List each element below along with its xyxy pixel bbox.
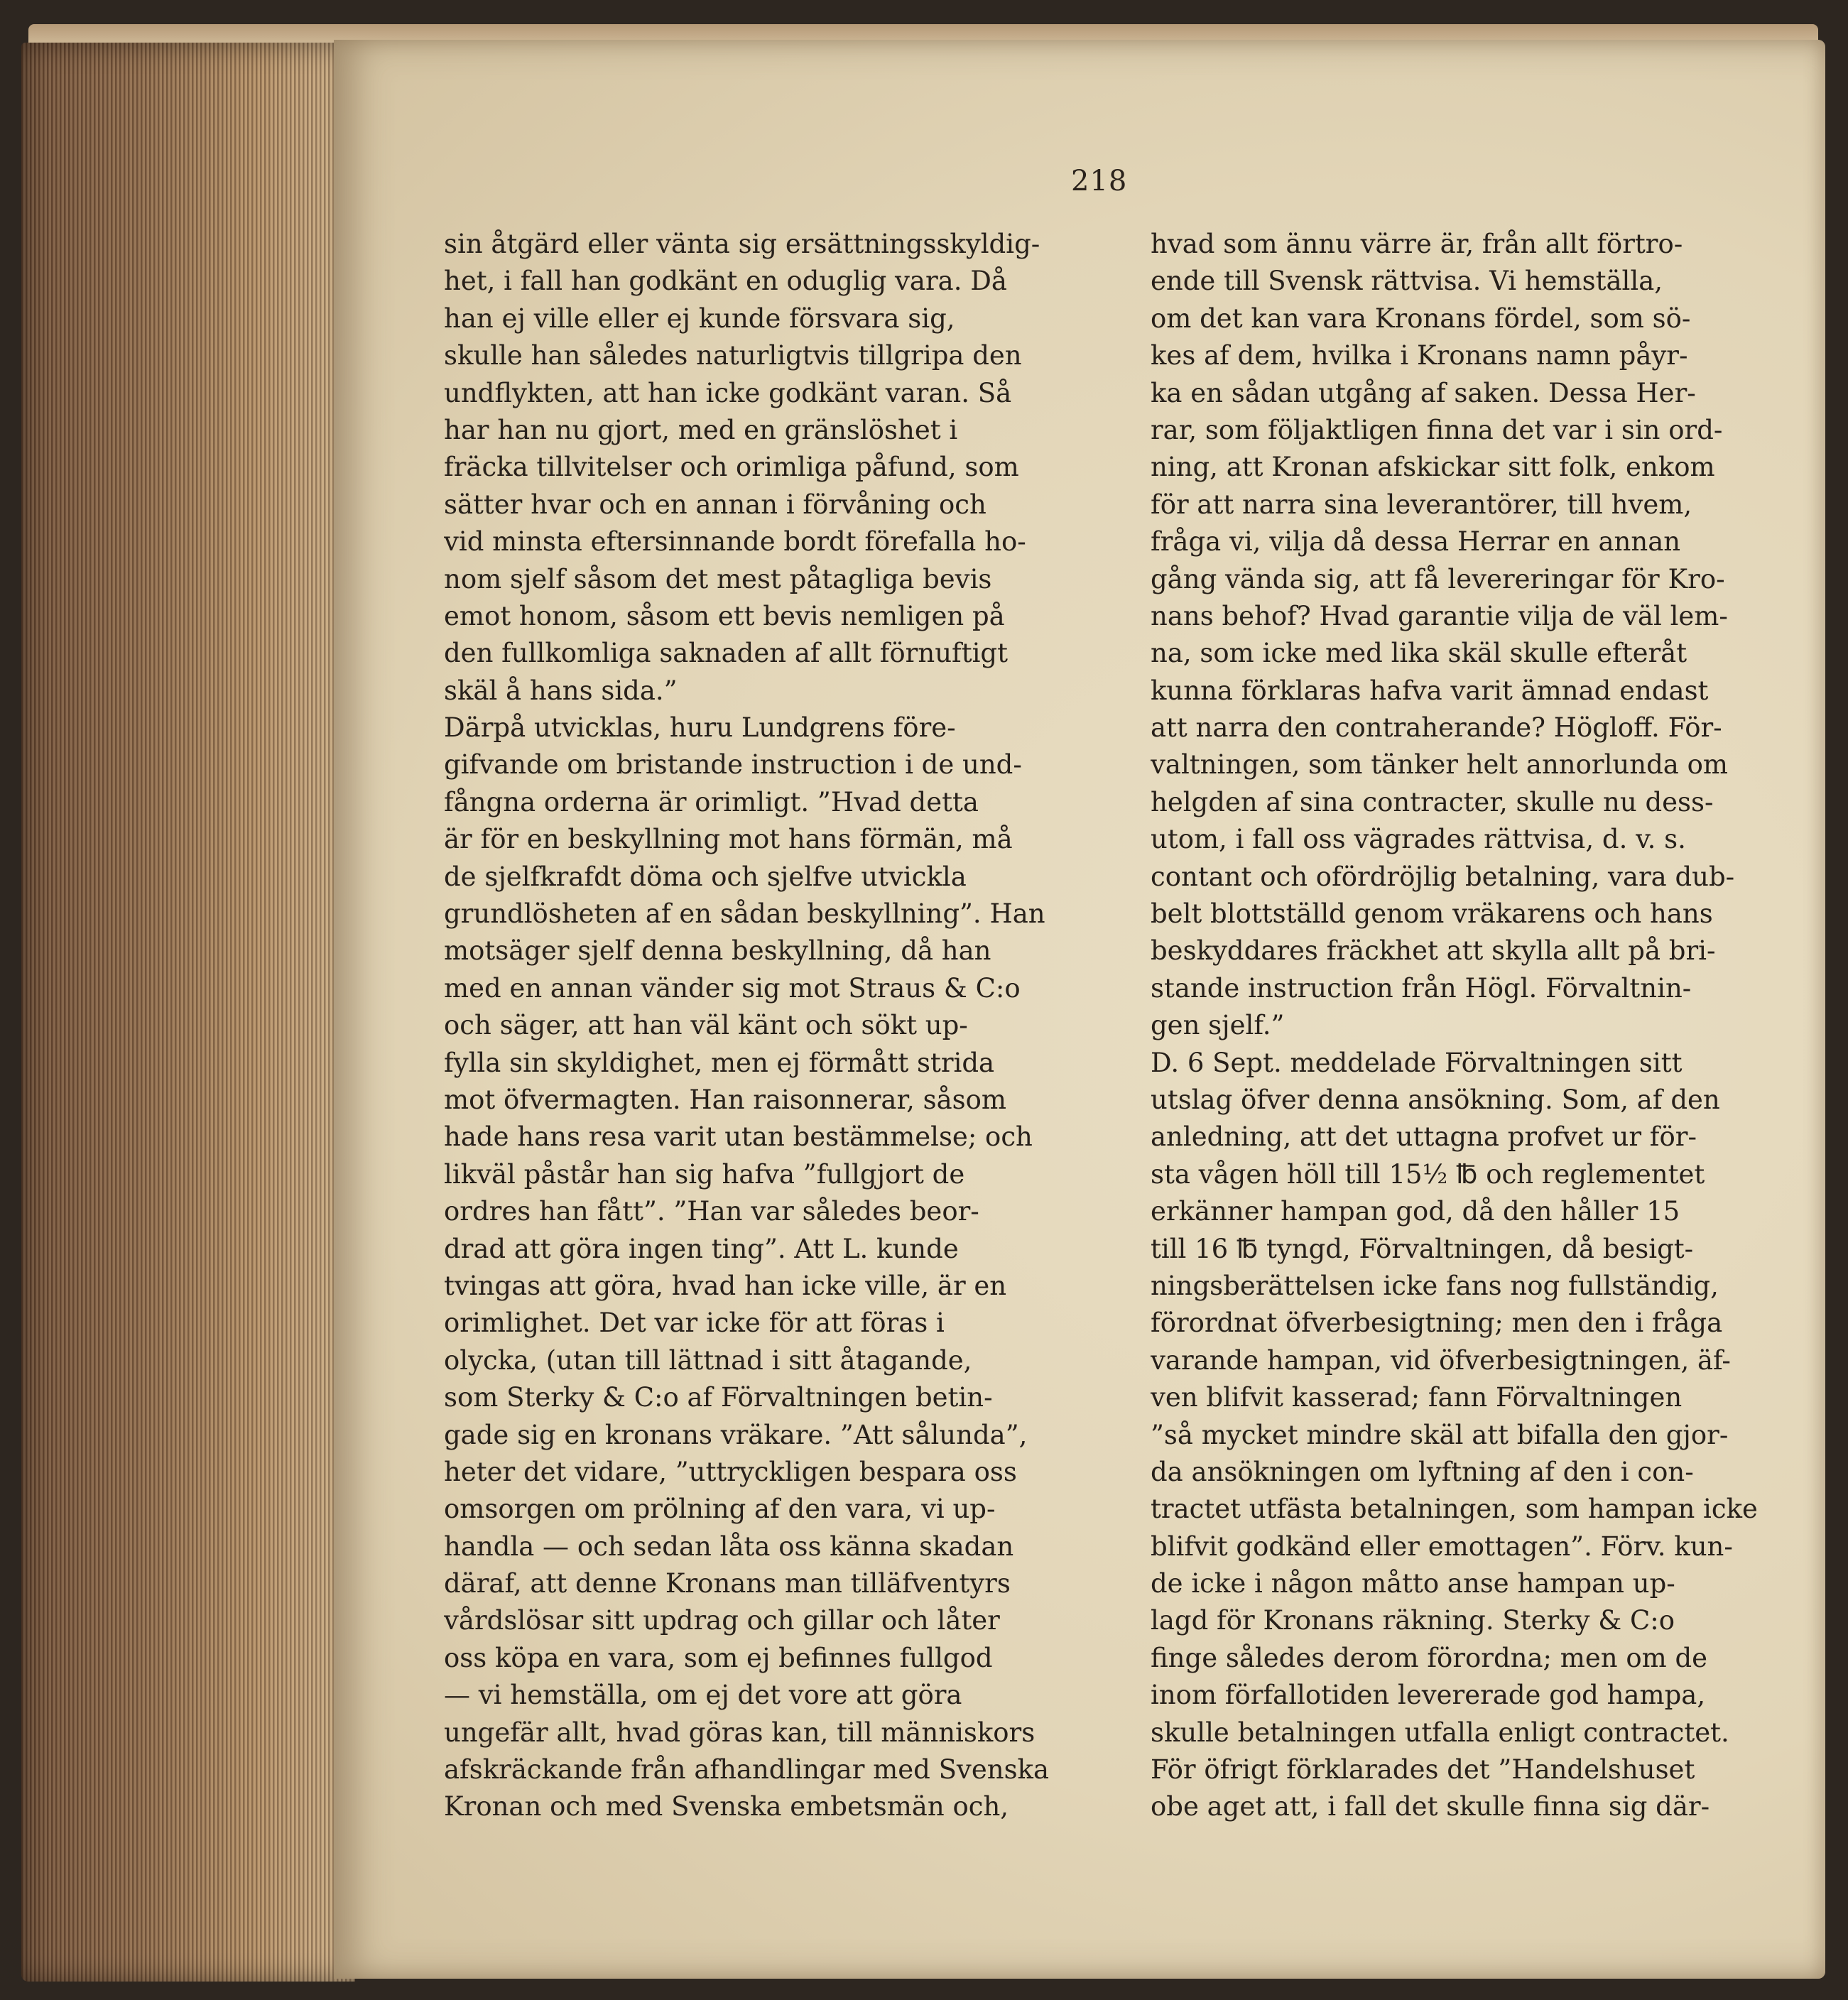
text-line: För öfrigt förklarades det ”Handelshuset: [1151, 1754, 1695, 1786]
text-line: däraf, att denne Kronans man tilläfventyrs: [444, 1568, 1011, 1599]
text-line: skulle han således naturligtvis tillgripa den: [444, 340, 1022, 371]
text-line: gen sjelf.”: [1151, 1010, 1285, 1041]
text-line: tvingas att göra, hvad han icke ville, är en: [444, 1270, 1007, 1301]
text-line: hade hans resa varit utan bestämmelse; och: [444, 1121, 1033, 1153]
text-line: drad att göra ingen ting”. Att L. kunde: [444, 1233, 959, 1264]
text-line: sätter hvar och en annan i förvåning och: [444, 489, 986, 520]
text-line: skäl å hans sida.”: [444, 675, 678, 706]
left-text-column: [444, 226, 1127, 1826]
text-line: nans behof? Hvad garantie vilja de väl lem-: [1151, 600, 1728, 631]
text-line: utslag öfver denna ansökning. Som, af den: [1151, 1084, 1720, 1115]
text-line: olycka, (utan till lättnad i sitt åtagande,: [444, 1344, 972, 1376]
text-line: omsorgen om prölning af den vara, vi up-: [444, 1494, 996, 1525]
text-line: obe aget att, i fall det skulle finna sig där-: [1151, 1791, 1710, 1822]
text-line: ning, att Kronan afskickar sitt folk, enkom: [1151, 452, 1715, 483]
text-line: vårdslösar sitt updrag och gillar och låter: [444, 1605, 1000, 1636]
book-page-edges: [21, 43, 355, 1982]
text-line: vid minsta eftersinnande bordt förefalla ho-: [444, 526, 1026, 558]
text-line: sin åtgärd eller vänta sig ersättningsskyldig-: [444, 229, 1040, 259]
text-line: — vi hemställa, om ej det vore att göra: [444, 1680, 962, 1711]
text-line: hvad som ännu värre är, från allt förtro-: [1151, 229, 1683, 259]
text-line: skulle betalningen utfalla enligt contractet.: [1151, 1717, 1729, 1748]
text-line: motsäger sjelf denna beskyllning, då han: [444, 935, 991, 967]
text-line: contant och ofördröjlig betalning, vara dub-: [1151, 861, 1735, 892]
text-line: om det kan vara Kronans fördel, som sö-: [1151, 303, 1691, 334]
text-line: erkänner hampan god, då den håller 15: [1151, 1196, 1680, 1227]
text-line: handla — och sedan låta oss känna skadan: [444, 1531, 1014, 1562]
text-line: sta vågen höll till 15½ ℔ och reglementet: [1151, 1158, 1705, 1190]
text-line: Kronan och med Svenska embetsmän och,: [444, 1791, 1009, 1822]
text-line: att narra den contraherande? Högloff. För-: [1151, 712, 1722, 744]
text-line: för att narra sina leverantörer, till hvem,: [1151, 489, 1692, 520]
text-line: nom sjelf såsom det mest påtagliga bevis: [444, 563, 992, 594]
text-line: ka en sådan utgång af saken. Dessa Her-: [1151, 377, 1696, 408]
text-line: har han nu gjort, med en gränslöshet i: [444, 414, 958, 445]
text-line: undflykten, att han icke godkänt varan. Så: [444, 377, 1012, 408]
text-line: de sjelfkrafdt döma och sjelfve utvickla: [444, 861, 967, 892]
text-line: är för en beskyllning mot hans förmän, må: [444, 824, 1013, 855]
text-line: till 16 ℔ tyngd, Förvaltningen, då besigt-: [1151, 1233, 1694, 1264]
text-line: gade sig en kronans vräkare. ”Att sålunda”,: [444, 1419, 1028, 1450]
text-line: likväl påstår han sig hafva ”fullgjort de: [444, 1158, 965, 1190]
text-line: inom förfallotiden levererade god hampa,: [1151, 1680, 1706, 1711]
text-line: blifvit godkänd eller emottagen”. Förv. kun-: [1151, 1531, 1733, 1562]
text-line: ende till Svensk rättvisa. Vi hemställa,: [1151, 266, 1663, 297]
text-line: beskyddares fräckhet att skylla allt på bri-: [1151, 935, 1716, 967]
text-line: den fullkomliga saknaden af allt förnuftigt: [444, 638, 1008, 669]
text-line: fylla sin skyldighet, men ej förmått strida: [444, 1047, 995, 1078]
text-line: heter det vidare, ”uttryckligen bespara oss: [444, 1456, 1017, 1487]
text-line: fångna orderna är orimligt. ”Hvad detta: [444, 786, 979, 817]
text-line: da ansökningen om lyftning af den i con-: [1151, 1456, 1694, 1487]
text-line: helgden af sina contracter, skulle nu dess-: [1151, 786, 1714, 817]
text-line: han ej ville eller ej kunde försvara sig,: [444, 303, 955, 334]
text-line: ningsberättelsen icke fans nog fullständig,: [1151, 1270, 1719, 1301]
text-line: rar, som följaktligen finna det var i sin ord-: [1151, 414, 1723, 445]
text-line: D. 6 Sept. meddelade Förvaltningen sitt: [1151, 1047, 1683, 1078]
text-line: med en annan vänder sig mot Straus & C:o: [444, 972, 1021, 1004]
text-line: som Sterky & C:o af Förvaltningen betin-: [444, 1382, 993, 1413]
text-line: emot honom, såsom ett bevis nemligen på: [444, 600, 1005, 631]
text-line: grundlösheten af en sådan beskyllning”. Han: [444, 898, 1045, 930]
text-line: och säger, att han väl känt och sökt up-: [444, 1010, 968, 1041]
text-line: ordres han fått”. ”Han var således beor-: [444, 1196, 979, 1227]
text-line: finge således derom förordna; men om de: [1151, 1642, 1708, 1673]
text-line: fråga vi, vilja då dessa Herrar en annan: [1151, 526, 1681, 558]
text-line: utom, i fall oss vägrades rättvisa, d. v. s.: [1151, 824, 1686, 855]
page-number: 218: [1071, 165, 1128, 197]
text-line: ”så mycket mindre skäl att bifalla den gjor-: [1151, 1419, 1729, 1450]
text-line: kes af dem, hvilka i Kronans namn påyr-: [1151, 340, 1688, 371]
text-line: anledning, att det uttagna profvet ur för-: [1151, 1121, 1697, 1153]
text-line: gång vända sig, att få levereringar för Kro-: [1151, 563, 1725, 594]
text-line: het, i fall han godkänt en oduglig vara. Då: [444, 266, 1007, 297]
text-line: gifvande om bristande instruction i de und-: [444, 749, 1022, 781]
text-line: stande instruction från Högl. Förvaltnin-: [1151, 972, 1692, 1004]
text-line: orimlighet. Det var icke för att föras i: [444, 1308, 945, 1339]
text-line: ungefär allt, hvad göras kan, till människors: [444, 1717, 1036, 1748]
text-line: Därpå utvicklas, huru Lundgrens före-: [444, 712, 956, 744]
text-line: afskräckande från afhandlingar med Svenska: [444, 1754, 1050, 1786]
text-line: oss köpa en vara, som ej befinnes fullgod: [444, 1642, 993, 1673]
text-line: de icke i någon måtto anse hampan up-: [1151, 1568, 1675, 1599]
text-line: fräcka tillvitelser och orimliga påfund, som: [444, 452, 1019, 483]
text-line: förordnat öfverbesigtning; men den i fråga: [1151, 1308, 1723, 1339]
text-line: valtningen, som tänker helt annorlunda om: [1151, 749, 1728, 781]
text-line: ven blifvit kasserad; fann Förvaltningen: [1151, 1382, 1683, 1413]
text-line: lagd för Kronans räkning. Sterky & C:o: [1151, 1605, 1675, 1636]
text-line: na, som icke med lika skäl skulle efteråt: [1151, 638, 1687, 669]
text-line: varande hampan, vid öfverbesigtningen, äf-: [1151, 1344, 1731, 1376]
text-line: belt blottställd genom vräkarens och hans: [1151, 898, 1713, 930]
text-line: kunna förklaras hafva varit ämnad endast: [1151, 675, 1709, 706]
text-line: mot öfvermagten. Han raisonnerar, såsom: [444, 1084, 1006, 1115]
right-text-column: [1151, 226, 1837, 1826]
text-line: tractet utfästa betalningen, som hampan icke: [1151, 1494, 1758, 1525]
